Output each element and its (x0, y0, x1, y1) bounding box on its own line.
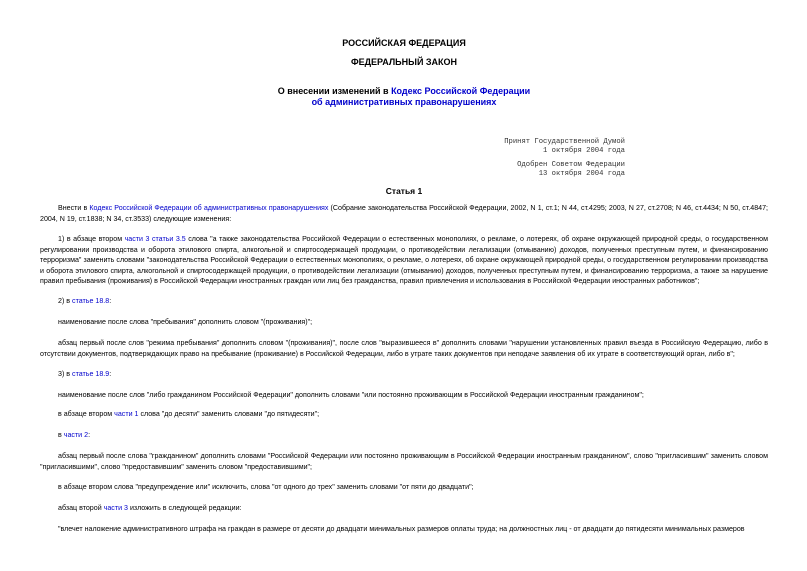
adoption-note (40, 138, 625, 156)
link-article-18-9[interactable]: статье 18.9 (72, 370, 110, 378)
article-heading: Статья 1 (385, 186, 423, 196)
text-run: абзац второй (58, 504, 104, 512)
paragraph-item-3-part3 (40, 503, 768, 514)
adopted-line1: Принят Государственной Думой (504, 138, 625, 146)
paragraph-intro (40, 203, 768, 224)
text-run: 1) в абзаце втором (58, 235, 125, 243)
text-run: Внести в (58, 204, 90, 212)
title-prefix: О внесении изменений в (277, 86, 392, 96)
text-run: : (88, 431, 91, 439)
link-part-1[interactable]: части 1 (114, 410, 139, 418)
paragraph-item-1 (40, 234, 768, 287)
paragraph-item-2-name: наименование после слова "пребывания" дополнить словом "(проживания)"; (58, 318, 313, 326)
text-run: в (58, 431, 64, 439)
paragraph-item-3-part2-first: абзац первый после слова "гражданином" дополнить словами "Российской Федерации или постоянно проживающим в Российской Федерации иностранным гражданином", слово "пригласившим" заменить словом "пригласившими", слово "предоставившим" заменить словом "предоставившими"; (40, 452, 768, 471)
approved-line1: Одобрен Советом Федерации (517, 161, 625, 169)
link-part3-article3-5[interactable]: части 3 статьи 3.5 (124, 235, 186, 243)
title-link-code[interactable]: Кодекс Российской Федерации (391, 86, 531, 96)
paragraph-item-3-part1 (40, 409, 768, 420)
paragraph-item-3-name: наименование после слов "либо гражданином Российской Федерации" дополнить словами "или постоянно проживающим в Российской Федерации иностранным гражданином"; (58, 391, 644, 399)
law-title (40, 86, 768, 108)
text-run: 3) в (58, 370, 73, 378)
text-run: : (109, 370, 112, 378)
paragraph-item-2-first: абзац первый после слов "режима пребывания" дополнить словом "(проживания)", после слов "выразившееся в" дополнить словами "нарушении установленных правил въезда в Российскую Федерацию, либо в отсутствии документов, подтверждающих право на пребывание (проживание) в Российской Федерации, либо в утрате таких документов при неподаче заявления об их утрате в соответствующий орган, либо в"; (40, 339, 768, 358)
paragraph-item-3 (40, 369, 768, 380)
paragraph-item-3-part2 (40, 430, 768, 441)
law-type-heading: ФЕДЕРАЛЬНЫЙ ЗАКОН (350, 57, 458, 67)
paragraph-item-3-part3-text: "влечет наложение административного штрафа на граждан в размере от десяти до двадцати минимальных размеров оплаты труда; на должностных лиц - от двадцати до пятидесяти минимальных размеров (58, 525, 745, 533)
paragraph-item-2 (40, 296, 768, 307)
text-run: 2) в (58, 297, 73, 305)
text-run: (Собрание законодательства Российской Федерации, 2002, N 1, ст.1; N 44, ст.4295; 2003, N 27, ст.2708; N 46, ст.4434; N 50, ст.4847; 2004, N 19, ст.1838; N 34, ст.3533) следующие изменения: (40, 204, 769, 223)
link-part-2[interactable]: части 2 (63, 431, 89, 439)
text-run: слова "а также законодательства Российской Федерации о естественных монополиях, о рекламе, о лотереях, об охране окружающей природной среды, о государственном регулировании производства и оборота этилового спирта, алкогольной и спиртосодержащей продукции, о противодействии легализации (отмыванию) доходов, полученных преступным путем, и финансированию терроризма" заменить словами "законодательства Российской Федерации о естественных монополиях, о рекламе, о лотереях, об охране окружающей природной среды, о государственном регулировании производства и оборота этилового спирта, алкогольной и спиртосодержащей продукции, о противодействии легализации (отмыванию) доходов, полученных преступным путем, и финансированию терроризма, а также за нарушение правил пребывания (проживания) в Российской Федерации иностранных граждан или лиц без гражданства, правил привлечения и использования в Российской Федерации иностранных работников"; (40, 235, 769, 285)
approved-line2: 13 октября 2004 года (538, 170, 625, 178)
text-run: : (109, 297, 112, 305)
link-code-koap[interactable]: Кодекс Российской Федерации об административных правонарушениях (89, 204, 329, 212)
link-part-3[interactable]: части 3 (103, 504, 128, 512)
paragraph-item-3-part2-second: в абзаце втором слова "предупреждение или" исключить, слова "от одного до трех" заменить словами "от пяти до двадцати"; (58, 483, 474, 491)
title-link-code-line2[interactable]: об административных правонарушениях (311, 97, 497, 107)
text-run: в абзаце втором (58, 410, 115, 418)
adopted-line2: 1 октября 2004 года (543, 147, 625, 155)
approval-note (40, 161, 625, 179)
text-run: слова "до десяти" заменить словами "до пятидесяти"; (138, 410, 320, 418)
text-run: изложить в следующей редакции: (127, 504, 242, 512)
link-article-18-8[interactable]: статье 18.8 (72, 297, 110, 305)
country-heading: РОССИЙСКАЯ ФЕДЕРАЦИЯ (342, 38, 466, 48)
